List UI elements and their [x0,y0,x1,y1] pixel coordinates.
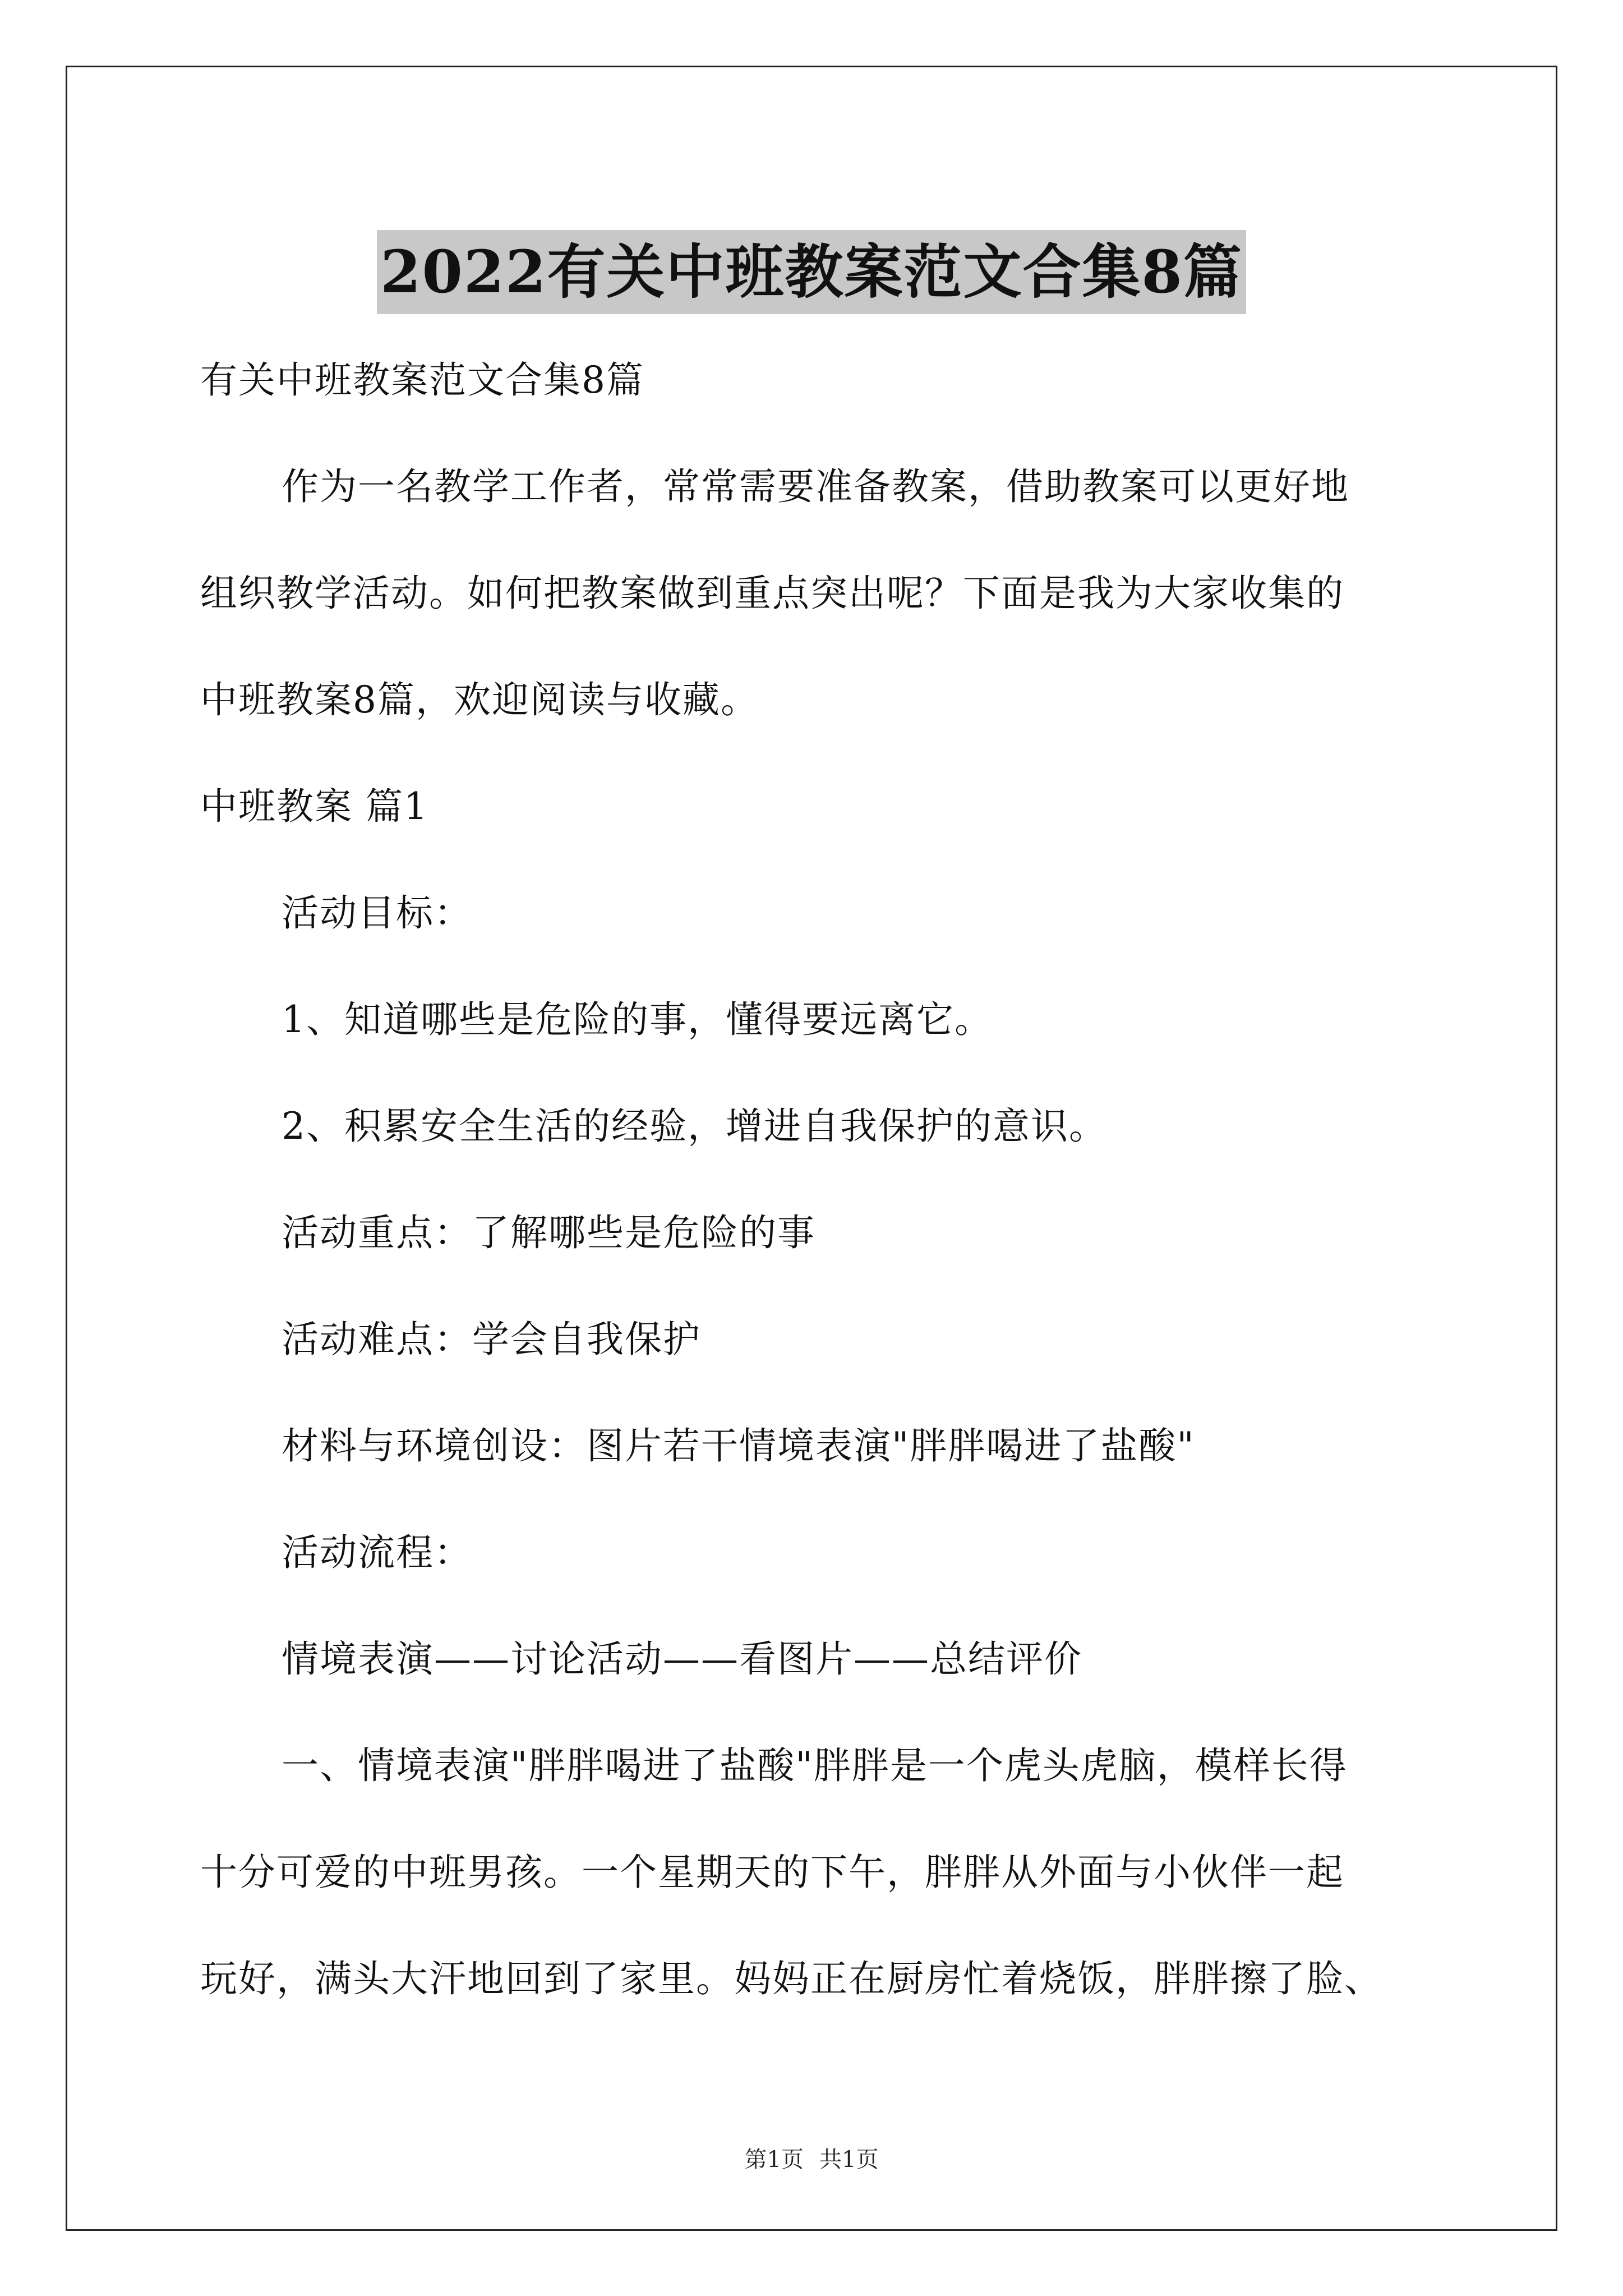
paragraph-line-1: 作为一名教学工作者，常常需要准备教案，借助教案可以更好地 [282,465,1349,508]
paragraph-line-15: 玩好，满头大汗地回到了家里。妈妈正在厨房忙着烧饭，胖胖擦了脸、 [200,1957,1382,2000]
paragraph-line-10: 材料与环境创设：图片若干情境表演"胖胖喝进了盐酸" [282,1424,1195,1467]
paragraph-line-2: 组织教学活动。如何把教案做到重点突出呢？下面是我为大家收集的 [200,572,1344,615]
paragraph-line-12: 情境表演——讨论活动——看图片——总结评价 [282,1637,1082,1681]
paragraph-line-11: 活动流程： [282,1531,472,1574]
paragraph-line-6: 1、知道哪些是危险的事，懂得要远离它。 [282,998,993,1041]
total-pages-label: 共1页 [819,2147,879,2173]
document-title: 2022有关中班教案范文合集8篇 [377,230,1246,314]
paragraph-line-14: 十分可爱的中班男孩。一个星期天的下午，胖胖从外面与小伙伴一起 [200,1851,1344,1894]
title-container [0,191,1623,353]
paragraph-line-7: 2、积累安全生活的经验，增进自我保护的意识。 [282,1105,1107,1148]
paragraph-line-8: 活动重点：了解哪些是危险的事 [282,1211,815,1254]
page-footer [0,2144,1623,2175]
paragraph-line-13: 一、情境表演"胖胖喝进了盐酸"胖胖是一个虎头虎脑，模样长得 [282,1744,1348,1787]
current-page-label: 第1页 [744,2147,804,2173]
paragraph-line-9: 活动难点：学会自我保护 [282,1318,701,1361]
paragraph-line-3: 中班教案8篇，欢迎阅读与收藏。 [200,678,759,721]
document-subtitle: 有关中班教案范文合集8篇 [200,358,644,402]
paragraph-line-5: 活动目标： [282,891,472,935]
section-heading-1: 中班教案 篇1 [200,785,428,828]
